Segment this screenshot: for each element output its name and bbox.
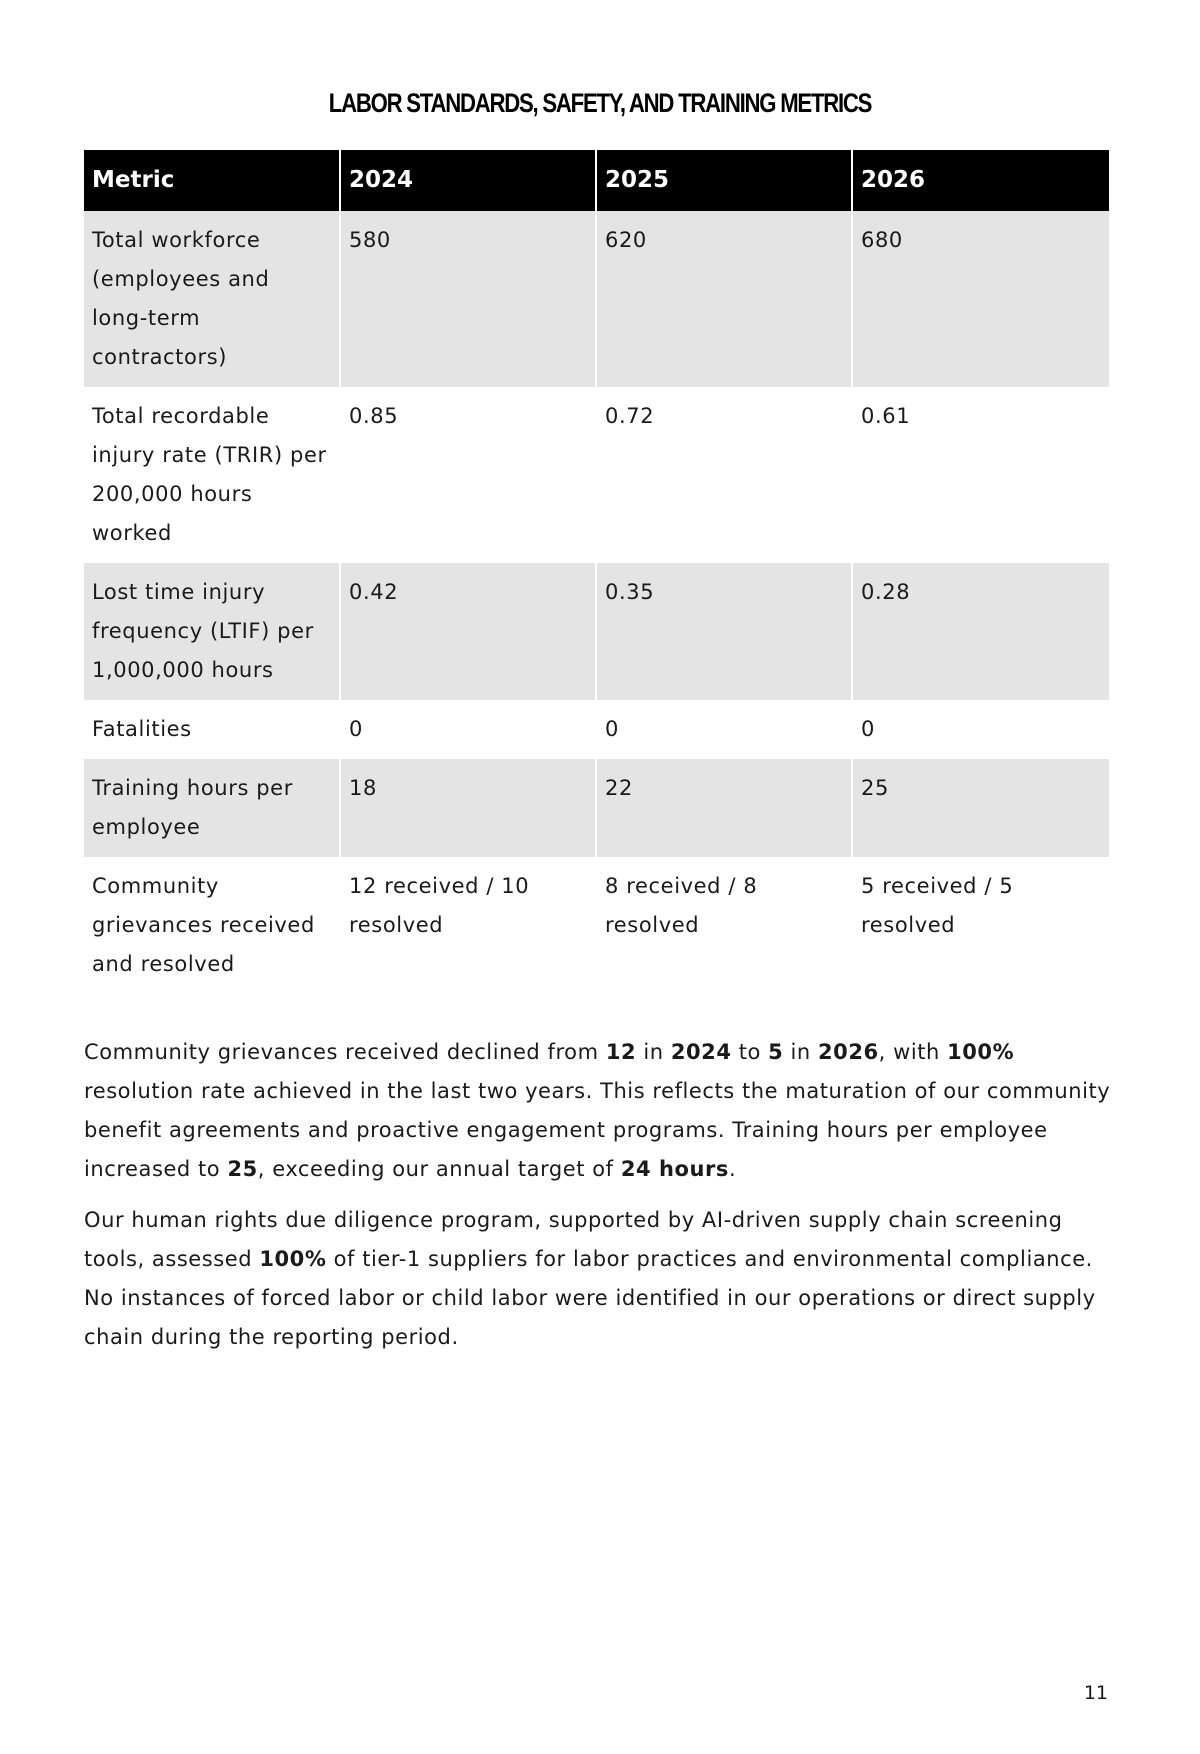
- value-2026: 680: [852, 211, 1109, 387]
- table-row: [84, 387, 1109, 563]
- column-header-metric: Metric: [84, 150, 340, 211]
- value-2024: 0: [340, 700, 596, 759]
- metric-label: Total recordable injury rate (TRIR) per 200,000 hours worked: [84, 387, 340, 563]
- page-title: LABOR STANDARDS, SAFETY, AND TRAINING METRICS: [328, 88, 872, 118]
- text-segment: in: [783, 1040, 819, 1064]
- metric-label: Lost time injury frequency (LTIF) per 1,000,000 hours: [84, 563, 340, 700]
- value-2025: 0.72: [596, 387, 852, 563]
- value-2026: 5 received / 5 resolved: [861, 874, 1014, 937]
- highlight-value: 5: [768, 1040, 784, 1064]
- value-2025: 22: [596, 759, 852, 857]
- highlight-value: 100%: [259, 1247, 327, 1271]
- narrative-paragraph-human-rights: [84, 1201, 1114, 1357]
- text-segment: , exceeding our annual target of: [257, 1157, 621, 1181]
- text-segment: .: [728, 1157, 737, 1181]
- value-2025: 0: [596, 700, 852, 759]
- value-2025: 620: [596, 211, 852, 387]
- value-2024: 0.42: [340, 563, 596, 700]
- table-row: [84, 759, 1109, 857]
- narrative-paragraph-grievances: [84, 1033, 1114, 1189]
- metric-label: Total workforce (employees and long-term contractors): [84, 211, 340, 387]
- table-row: [84, 211, 1109, 387]
- text-segment: in: [636, 1040, 671, 1064]
- value-2026: 25: [852, 759, 1109, 857]
- highlight-value: 12: [605, 1040, 637, 1064]
- table-body: [84, 211, 1109, 994]
- table-row: [84, 563, 1109, 700]
- metric-label: Community grievances received and resolved: [84, 857, 340, 994]
- highlight-value: 100%: [947, 1040, 1015, 1064]
- table-row: [84, 700, 1109, 759]
- text-segment: Our human rights due diligence program, supported by AI-driven supply chain screening tools, assessed: [84, 1208, 1063, 1271]
- value-2024: 580: [340, 211, 596, 387]
- value-2026: 0.28: [852, 563, 1109, 700]
- value-2024: 18: [340, 759, 596, 857]
- highlight-value: 24 hours: [620, 1157, 729, 1181]
- text-segment: to: [731, 1040, 769, 1064]
- text-segment: , with: [878, 1040, 948, 1064]
- metric-label: Fatalities: [84, 700, 340, 759]
- text-segment: Community grievances received declined from: [84, 1040, 606, 1064]
- value-2024: 0.85: [340, 387, 596, 563]
- metric-label: Training hours per employee: [84, 759, 340, 857]
- value-2025: 8 received / 8 resolved: [596, 857, 852, 994]
- highlight-value: 2026: [818, 1040, 879, 1064]
- column-header-2025: 2025: [596, 150, 852, 211]
- column-header-2024: 2024: [340, 150, 596, 211]
- metrics-table: [84, 150, 1109, 994]
- table-header: [84, 150, 1109, 211]
- highlight-value: 25: [227, 1157, 258, 1181]
- column-header-2026: 2026: [852, 150, 1109, 211]
- value-2026: 0: [861, 717, 875, 741]
- table-row: [84, 857, 1109, 994]
- highlight-value: 2024: [670, 1040, 732, 1064]
- text-segment: resolution rate achieved in the last two years. This reflects the maturation of our community benefit agreements and proactive engagement programs. Training hours per employee increased to: [84, 1079, 1111, 1181]
- narrative-section: [84, 1033, 1114, 1369]
- value-2026: 0.61: [861, 404, 911, 428]
- value-2025: 0.35: [596, 563, 852, 700]
- page-number: 11: [1083, 1682, 1108, 1704]
- value-2024: 12 received / 10 resolved: [340, 857, 596, 994]
- table-header-row: [84, 150, 1109, 211]
- text-segment: of tier-1 suppliers for labor practices and environmental compliance. No instances of forced labor or child labor were identified in our operations or direct supply chain during the reporting period.: [84, 1247, 1096, 1349]
